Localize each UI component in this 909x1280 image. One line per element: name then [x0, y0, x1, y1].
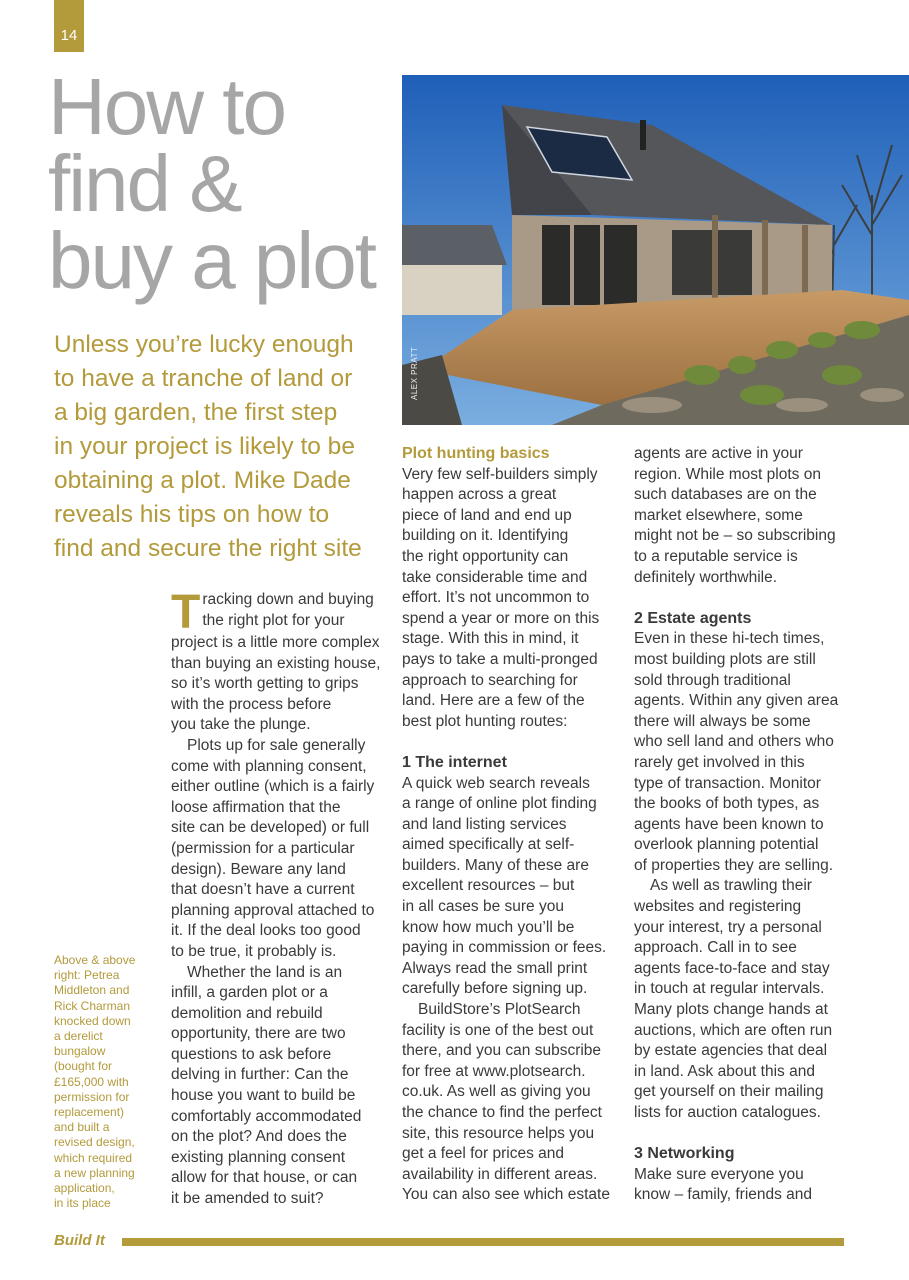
- caption-line: replacement): [54, 1105, 125, 1120]
- body-line: A quick web search reveals: [402, 774, 590, 792]
- caption-line: Rick Charman: [54, 998, 131, 1013]
- body-line: site can be developed) or full: [171, 819, 370, 837]
- body-line: piece of land and end up: [402, 506, 572, 524]
- body-line: you take the plunge.: [171, 716, 311, 734]
- caption-line: application,: [54, 1181, 115, 1196]
- body-line: of properties they are selling.: [634, 856, 834, 874]
- body-line: your interest, try a personal: [634, 918, 822, 936]
- body-column-1: [171, 586, 383, 1210]
- headline: [48, 62, 398, 305]
- body-line: You can also see which estate: [402, 1186, 610, 1204]
- body-line: get yourself on their mailing: [634, 1083, 824, 1101]
- body-line: get a feel for prices and: [402, 1145, 564, 1163]
- body-line: excellent resources – but: [402, 877, 575, 895]
- body-line: either outline (which is a fairly: [171, 778, 375, 796]
- body-line: sold through traditional: [634, 671, 791, 689]
- house-photo-illustration: [402, 75, 909, 425]
- body-line: most building plots are still: [634, 650, 816, 668]
- caption-line: £165,000 with: [54, 1074, 129, 1089]
- body-line: agents are active in your: [634, 445, 803, 462]
- body-line: approach. Call in to see: [634, 939, 797, 957]
- body-line: lists for auction catalogues.: [634, 1104, 821, 1121]
- caption-line: bungalow: [54, 1044, 106, 1059]
- standfirst-line: obtaining a plot. Mike Dade: [54, 467, 351, 494]
- body-line: there, and you can subscribe: [402, 1042, 602, 1060]
- body-line: building on it. Identifying: [402, 527, 569, 545]
- headline-line: buy a plot: [48, 216, 375, 305]
- body-line: auctions, which are often run: [634, 1021, 833, 1039]
- body-line: for free at www.plotsearch.: [402, 1062, 586, 1080]
- body-line: definitely worthwhile.: [634, 568, 778, 586]
- body-line: in land. Ask about this and: [634, 1062, 815, 1080]
- caption-line: permission for: [54, 1089, 130, 1104]
- body-line: builders. Many of these are: [402, 856, 589, 874]
- standfirst-line: to have a tranche of land or: [54, 365, 353, 392]
- body-line: site, this resource helps you: [402, 1124, 595, 1142]
- body-line: demolition and rebuild: [171, 1004, 323, 1022]
- body-line: with the process before: [171, 695, 332, 713]
- section-heading: 2 Estate agents: [634, 609, 752, 627]
- body-line: it be amended to suit?: [171, 1190, 324, 1208]
- body-line: facility is one of the best out: [402, 1021, 594, 1039]
- body-line: As well as trawling their: [650, 877, 812, 895]
- body-line: overlook planning potential: [634, 836, 819, 854]
- body-line: in touch at regular intervals.: [634, 980, 825, 998]
- body-line: paying in commission or fees.: [402, 939, 607, 957]
- body-line: (permission for a particular: [171, 839, 355, 857]
- caption-line: right: Petrea: [54, 968, 120, 983]
- body-line: a range of online plot finding: [402, 795, 597, 813]
- body-line: co.uk. As well as giving you: [402, 1083, 591, 1101]
- body-line: might not be – so subscribing: [634, 527, 836, 545]
- section-heading: 1 The internet: [402, 753, 507, 771]
- body-line: to be true, it probably is.: [171, 942, 337, 960]
- body-line: effort. It’s not uncommon to: [402, 589, 590, 607]
- standfirst-line: Unless you’re lucky enough: [54, 331, 354, 358]
- body-line: design). Beware any land: [171, 860, 346, 878]
- body-line: existing planning consent: [171, 1148, 346, 1166]
- body-line: know – family, friends and: [634, 1186, 813, 1204]
- body-line: planning approval attached to: [171, 901, 375, 919]
- body-line: the chance to find the perfect: [402, 1104, 602, 1121]
- caption-line: revised design,: [54, 1135, 135, 1150]
- body-line: aimed specifically at self-: [402, 836, 575, 854]
- body-line: there will always be some: [634, 712, 811, 730]
- body-line: approach to searching for: [402, 671, 578, 689]
- body-line: Always read the small print: [402, 959, 588, 977]
- body-line: opportunity, there are two: [171, 1025, 346, 1043]
- body-line: that doesn’t have a current: [171, 881, 355, 899]
- body-line: stage. With this in mind, it: [402, 630, 579, 648]
- body-line: availability in different areas.: [402, 1165, 598, 1183]
- body-line: agents. Within any given area: [634, 692, 839, 710]
- standfirst-line: find and secure the right site: [54, 535, 362, 562]
- body-line: best plot hunting routes:: [402, 712, 568, 730]
- photo-credit: ALEX PRATT: [410, 346, 419, 400]
- body-line: on the plot? And does the: [171, 1128, 347, 1146]
- drop-cap: T: [171, 586, 201, 639]
- headline-line: How to: [48, 62, 285, 151]
- body-line: Even in these hi-tech times,: [634, 630, 825, 648]
- caption-line: Above & above: [54, 953, 136, 967]
- standfirst-line: in your project is likely to be: [54, 433, 355, 460]
- body-line: racking down and buying: [202, 591, 374, 608]
- body-line: questions to ask before: [171, 1045, 332, 1063]
- body-line: know how much you’ll be: [402, 918, 575, 936]
- body-line: spend a year or more on this: [402, 609, 600, 627]
- body-line: allow for that house, or can: [171, 1169, 358, 1187]
- body-line: project is a little more complex: [171, 634, 380, 651]
- headline-line: find &: [48, 139, 241, 228]
- body-line: the books of both types, as: [634, 795, 820, 813]
- body-line: the right plot for your: [202, 611, 345, 629]
- body-line: come with planning consent,: [171, 757, 367, 775]
- body-line: Many plots change hands at: [634, 1001, 828, 1019]
- body-line: in all cases be sure you: [402, 898, 564, 916]
- body-line: rarely get involved in this: [634, 753, 805, 771]
- body-line: Whether the land is an: [187, 963, 343, 981]
- body-line: agents face-to-face and stay: [634, 959, 830, 977]
- caption-line: and built a: [54, 1120, 110, 1135]
- page-number: 14: [54, 0, 84, 52]
- body-line: agents have been known to: [634, 815, 824, 833]
- body-line: BuildStore’s PlotSearch: [418, 1001, 581, 1019]
- body-line: to a reputable service is: [634, 547, 798, 565]
- body-line: carefully before signing up.: [402, 980, 588, 998]
- caption-line: (bought for: [54, 1059, 113, 1074]
- body-line: land. Here are a few of the: [402, 692, 585, 710]
- body-line: than buying an existing house,: [171, 654, 381, 672]
- caption-line: in its place: [54, 1196, 111, 1211]
- body-line: market elsewhere, some: [634, 506, 803, 524]
- caption-line: which required: [54, 1150, 133, 1165]
- body-line: such databases are on the: [634, 486, 817, 504]
- photo-caption: [54, 953, 149, 1211]
- section-heading: Plot hunting basics: [402, 445, 550, 462]
- body-line: happen across a great: [402, 486, 557, 504]
- standfirst: [54, 328, 384, 566]
- standfirst-line: reveals his tips on how to: [54, 501, 330, 528]
- body-column-2: [402, 444, 617, 1206]
- caption-line: a derelict: [54, 1029, 103, 1044]
- body-line: and land listing services: [402, 815, 567, 833]
- body-line: Make sure everyone you: [634, 1165, 804, 1183]
- caption-line: Middleton and: [54, 983, 130, 998]
- body-line: Plots up for sale generally: [187, 736, 366, 754]
- body-line: who sell land and others who: [634, 733, 834, 751]
- caption-line: knocked down: [54, 1013, 131, 1028]
- body-line: infill, a garden plot or a: [171, 984, 328, 1002]
- body-line: take considerable time and: [402, 568, 588, 586]
- body-line: websites and registering: [634, 898, 802, 916]
- footer-rule: [122, 1238, 844, 1246]
- body-line: house you want to build be: [171, 1087, 356, 1105]
- footer-brand: Build It: [54, 1232, 105, 1249]
- body-line: pays to take a multi-pronged: [402, 650, 598, 668]
- body-line: region. While most plots on: [634, 465, 821, 483]
- house-photo: [402, 75, 909, 425]
- body-line: it. If the deal looks too good: [171, 922, 361, 940]
- body-line: type of transaction. Monitor: [634, 774, 821, 792]
- body-line: loose affirmation that the: [171, 798, 341, 816]
- body-line: the right opportunity can: [402, 547, 569, 565]
- body-line: so it’s worth getting to grips: [171, 675, 359, 693]
- caption-line: a new planning: [54, 1165, 135, 1180]
- body-line: delving in further: Can the: [171, 1066, 349, 1084]
- body-column-3: [634, 444, 849, 1206]
- standfirst-line: a big garden, the first step: [54, 399, 338, 426]
- body-line: by estate agencies that deal: [634, 1042, 828, 1060]
- section-heading: 3 Networking: [634, 1145, 735, 1163]
- body-line: comfortably accommodated: [171, 1107, 362, 1125]
- body-line: Very few self-builders simply: [402, 465, 598, 483]
